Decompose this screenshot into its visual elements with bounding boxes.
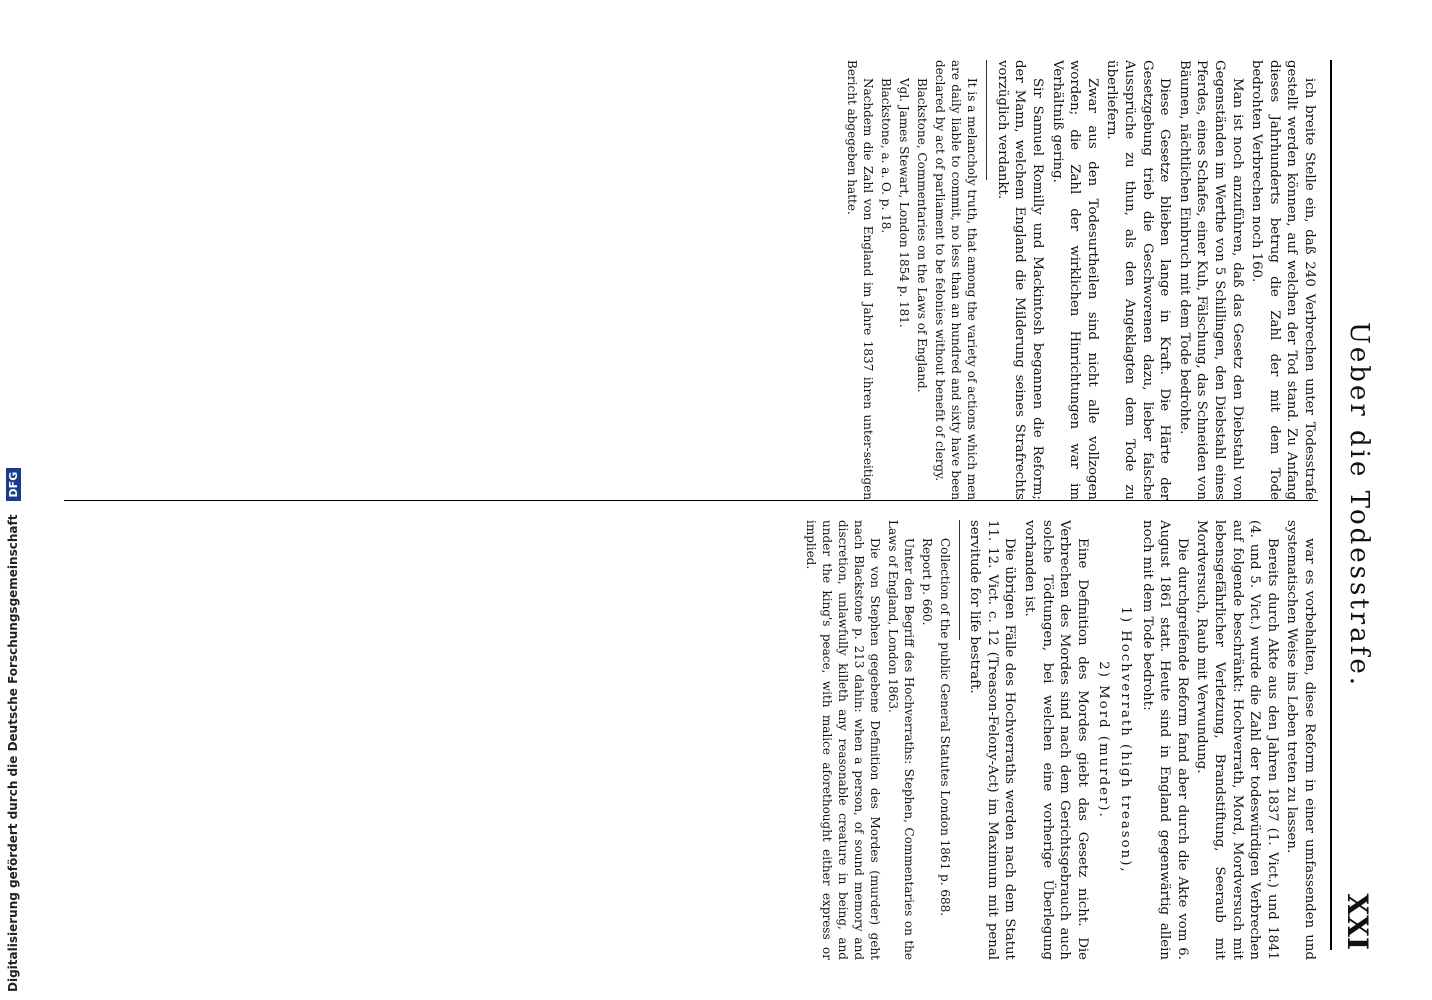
footnote: Collection of the public General Statutes London 1861 p. 688. <box>937 538 952 917</box>
footnote: Blackstone, Commentaries on the Laws of England. <box>915 78 930 393</box>
rotated-text-block <box>44 20 1384 980</box>
credit-text: Digitalisierung gefördert durch die Deutsche Forschungsgemeinschaft <box>6 514 20 992</box>
footnote: It is a melancholy truth, that among the variety of actions which men are daily liable to commit, no less than an hundred and sixty have been declared by act of parliament to be felonies without benefit of clergy. <box>933 60 980 500</box>
column-divider <box>64 500 1318 501</box>
digitization-credit <box>2 0 24 992</box>
footnote: Nachdem die Zahl von England im Jahre 1837 ihren unter-seitigen Bericht abgegeben hatte. <box>845 60 876 500</box>
footnote: Die von Stephen gegebene Definition des Mordes (murder) geht nach Blackstone p. 213 dahin: when a person, of sound memory and discretion, unlawfully killeth any reasonable creature in being, and under the king's peace, with malice aforethought either express or implied. <box>803 520 882 960</box>
paragraph: Die durchgreifende Reform fand aber durch die Akte vom 6. August 1861 statt. Heute sind in England gegenwärtig allein noch mit dem Tode bedroht: <box>1139 520 1190 960</box>
paragraph: Eine Definition des Mordes giebt das Gesetz nicht. Die Verbrechen des Mordes sind nach dem Gerichtsgebrauch auch solche Tödtungen, bei welchen eine vorherige Überlegung vorhanden ist. <box>1022 520 1090 960</box>
paragraph: Man ist noch anzuführen, daß das Gesetz den Diebstahl von Gegenständen im Werthe von 5 Schillingen, den Diebstahl eines Pferdes, eines Schafes, einer Kuh, Fälschung, das Schneiden von Bäumen, nächtlichen Einbruch mit dem Tode bedrohte. <box>1176 60 1245 500</box>
running-title: Ueber die Todesstrafe. <box>1344 322 1374 688</box>
footnote-rule <box>986 60 987 180</box>
paragraph: Diese Gesetze blieben lange in Kraft. Die Härte der Gesetzgebung trieb die Geschworenen dazu, lieber falsche Aussprüche zu thun, als den Angeklagten dem Tode zu überliefern. <box>1104 60 1173 500</box>
paragraph: Die übrigen Fälle des Hochverraths werden nach dem Statut 11. 12. Vict. c. 12 (Treason-Felony-Act) im Maximum mit penal servitude for life bestraft. <box>967 520 1018 960</box>
paragraph: war es vorbehalten, diese Reform in einer umfassenden und systematischen Weise ins Leben treten zu lassen. <box>1284 520 1317 960</box>
paragraph: Bereits durch Akte aus den Jahren 1837 (1. Vict.) und 1841 (4. und 5. Vict.) wurde die Zahl der todeswürdigen Verbrechen auf folgende beschränkt: Hochverrath, Mord, Mordversuch mit lebensgefährlicher Verletzung, Brandstiftung, Seeraub mit Mordversuch, Raub mit Verwundung. <box>1194 520 1280 960</box>
footnote-rule <box>959 520 960 640</box>
paragraph: ich breite Stelle ein, daß 240 Verbrechen unter Todesstrafe gestellt werden können, auf welchen der Tod stand. Zu Anfang dieses Jahrhunderts betrug die Zahl der mit dem Tode bedrohten Verbrechen noch 160. <box>1249 60 1317 500</box>
running-header <box>1334 60 1374 950</box>
paragraph: Sir Samuel Romilly und Mackintosh begannen die Reform; der Mann, welchem England die Milderung seines Strafrechts vorzüglich verdankt. <box>994 60 1046 500</box>
page-number: XXI <box>1341 893 1374 950</box>
dfg-logo: DFG <box>6 468 21 502</box>
header-rule <box>1330 60 1332 950</box>
subheading: 1) Hochverrath (high treason), <box>1118 606 1134 874</box>
footnote: Vgl. James Stewart, London 1854 p. 181. <box>897 78 912 328</box>
paragraph: Zwar aus den Todesurtheilen sind nicht alle vollzogen worden; die Zahl der wirklichen Hinrichtungen war im Verhältniß gering. <box>1049 60 1100 500</box>
right-column <box>64 520 1318 960</box>
footnote: Blackstone, a. a. O. p. 18. <box>879 78 894 234</box>
subheading: 2) Mord (murder). <box>1096 661 1112 819</box>
footnote: Report p. 660. <box>919 538 934 626</box>
left-column <box>64 60 1318 500</box>
footnote: Unter den Begriff des Hochverraths: Stephen, Commentaries on the Laws of England, London 1863. <box>885 520 916 960</box>
